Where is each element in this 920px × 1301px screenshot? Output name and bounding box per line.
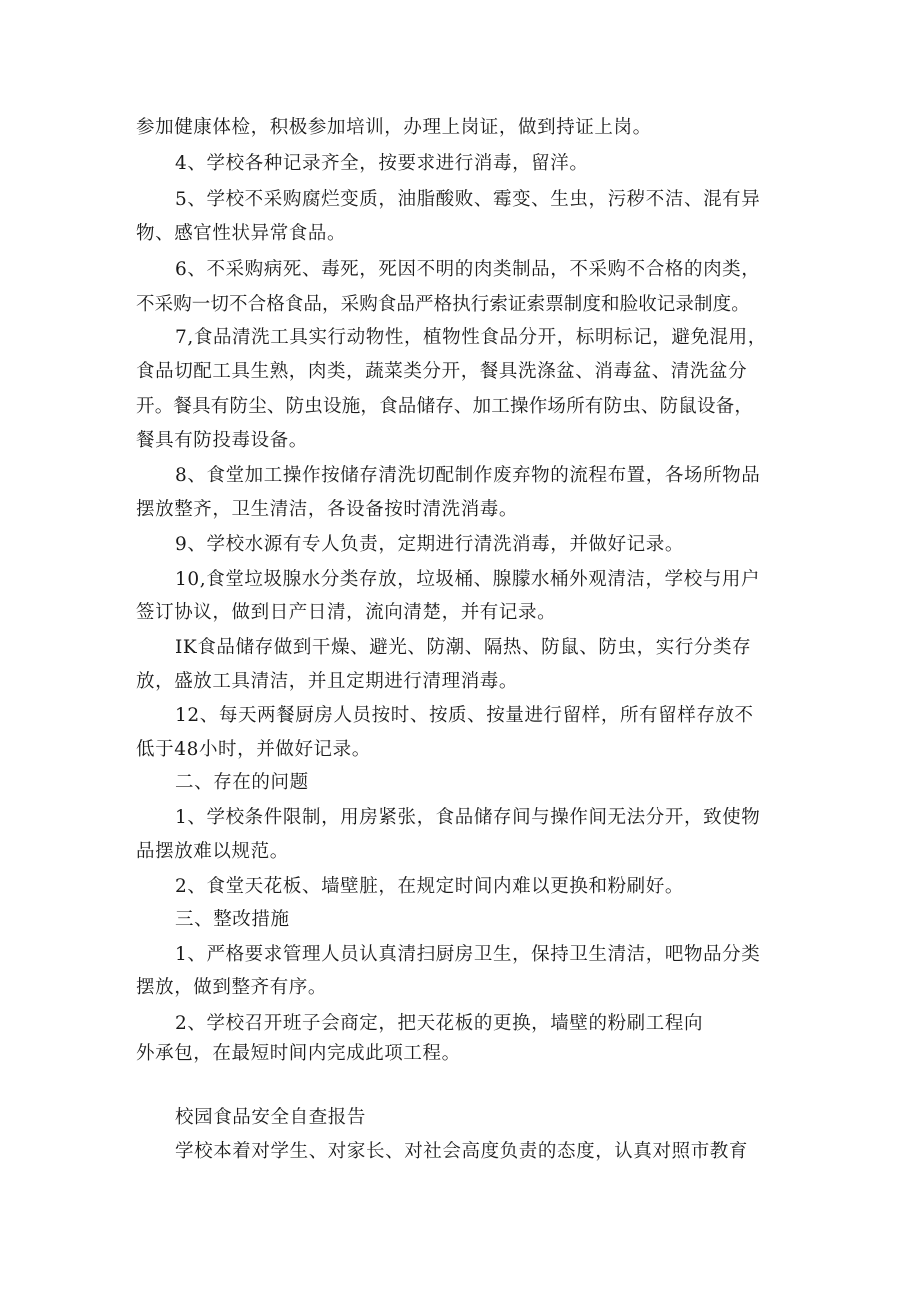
text-line: 2、学校召开班子会商定，把天花板的更换，墙壁的粉刷工程向 bbox=[175, 1013, 704, 1034]
text-line: 餐具有防投毒设备。 bbox=[136, 430, 308, 451]
text-line: 2、食堂天花板、墙壁脏，在规定时间内难以更换和粉刷好。 bbox=[175, 876, 684, 897]
section-heading: 三、整改措施 bbox=[175, 909, 290, 930]
text-line: 低于48小时，并做好记录。 bbox=[136, 739, 371, 760]
text-line: 摆放，做到整齐有序。 bbox=[136, 977, 328, 998]
text-line: 开。餐具有防尘、防虫设施，食品储存、加工操作场所有防虫、防鼠设备， bbox=[136, 396, 754, 417]
text-line: 7,食品清洗工具实行动物性，植物性食品分开，标明标记，避免混用， bbox=[175, 327, 767, 348]
text-line: 摆放整齐，卫生清洁，各设备按时清洗消毒。 bbox=[136, 499, 519, 520]
text-line: 外承包，在最短时间内完成此项工程。 bbox=[136, 1043, 461, 1064]
text-line: 不采购一切不合格食品，采购食品严格执行索证索票制度和脸收记录制度。 bbox=[136, 294, 750, 315]
text-line: 品摆放难以规范。 bbox=[136, 841, 289, 862]
text-line: 10,食堂垃圾腺水分类存放，垃圾桶、腺朦水桶外观清洁，学校与用户 bbox=[175, 569, 761, 590]
text-line: 参加健康体检，积极参加培训，办理上岗证，做到持证上岗。 bbox=[136, 117, 652, 138]
section-heading: 二、存在的问题 bbox=[175, 772, 309, 793]
text-line: 4、学校各种记录齐全，按要求进行消毒，留洋。 bbox=[175, 153, 589, 174]
text-line: 学校本着对学生、对家长、对社会高度负责的态度，认真对照市教育 bbox=[175, 1141, 749, 1162]
report-title: 校园食品安全自查报告 bbox=[175, 1107, 367, 1128]
text-line: 5、学校不采购腐烂变质，油脂酸败、霉变、生虫，污秽不洁、混有异 bbox=[175, 189, 761, 210]
text-line: 8、食堂加工操作按储存清洗切配制作废弃物的流程布置，各场所物品 bbox=[175, 465, 761, 486]
text-line: IK食品储存做到干燥、避光、防潮、隔热、防鼠、防虫，实行分类存 bbox=[175, 637, 752, 658]
text-line: 12、每天两餐厨房人员按时、按质、按量进行留样，所有留样存放不 bbox=[175, 705, 754, 726]
text-line: 6、不采购病死、毒死，死因不明的肉类制品，不采购不合格的肉类， bbox=[175, 259, 761, 280]
text-line: 食品切配工具生熟，肉类，蔬菜类分开，餐具洗涤盆、消毒盆、清洗盆分 bbox=[136, 361, 748, 382]
text-line: 9、学校水源有专人负责，定期进行清洗消毒，并做好记录。 bbox=[175, 534, 684, 555]
text-line: 1、学校条件限制，用房紧张，食品储存间与操作间无法分开，致使物 bbox=[175, 807, 761, 828]
text-line: 放，盛放工具清洁，并且定期进行清理消毒。 bbox=[136, 671, 519, 692]
text-line: 1、严格要求管理人员认真清扫厨房卫生，保持卫生清洁，吧物品分类 bbox=[175, 944, 761, 965]
text-line: 签订协议，做到日产日清，流向清楚，并有记录。 bbox=[136, 602, 557, 623]
text-line: 物、感官性状异常食品。 bbox=[136, 223, 347, 244]
